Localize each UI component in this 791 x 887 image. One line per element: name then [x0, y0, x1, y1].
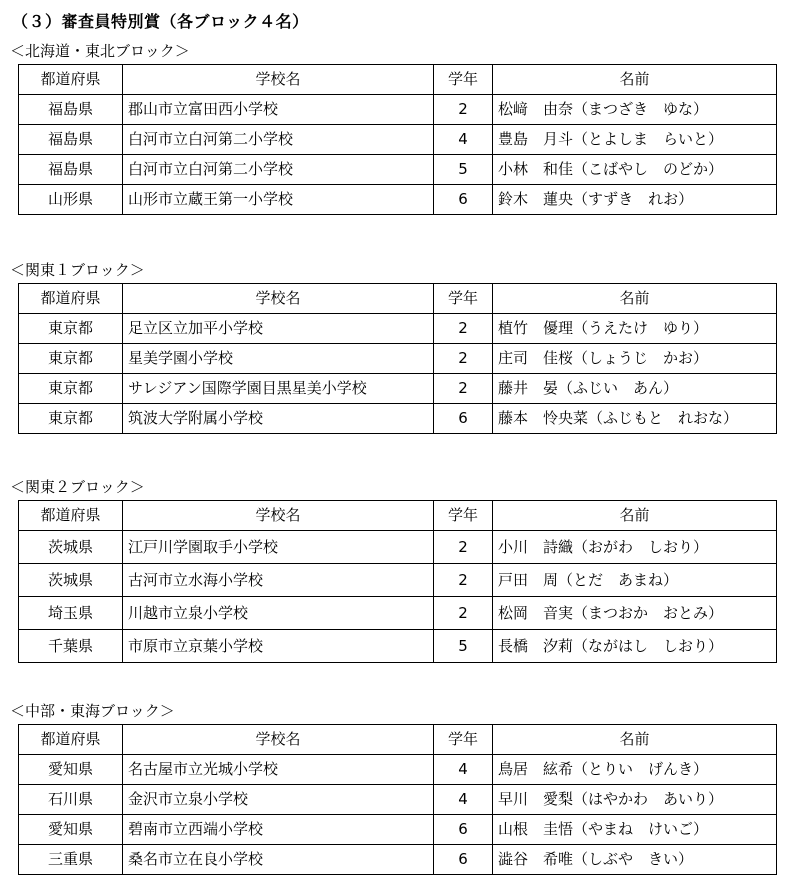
cell-prefecture: 三重県: [19, 845, 123, 875]
cell-school: 白河市立白河第二小学校: [123, 155, 434, 185]
table-row: [19, 125, 777, 155]
cell-prefecture: 愛知県: [19, 815, 123, 845]
cell-school: サレジアン国際学園目黒星美小学校: [123, 374, 434, 404]
cell-name: 長橋 汐莉（ながはし しおり）: [493, 630, 777, 663]
cell-prefecture: 千葉県: [19, 630, 123, 663]
cell-grade: 2: [434, 314, 493, 344]
cell-prefecture: 埼玉県: [19, 597, 123, 630]
table-row: [19, 374, 777, 404]
table-row: [19, 597, 777, 630]
cell-grade: 6: [434, 815, 493, 845]
awards-table-hokkaido-tohoku: [18, 64, 777, 215]
cell-school: 郡山市立富田西小学校: [123, 95, 434, 125]
awards-table-kanto-1: [18, 283, 777, 434]
cell-prefecture: 東京都: [19, 314, 123, 344]
cell-grade: 2: [434, 344, 493, 374]
cell-prefecture: 茨城県: [19, 564, 123, 597]
cell-prefecture: 福島県: [19, 95, 123, 125]
table-header-row: [19, 725, 777, 755]
cell-grade: 4: [434, 785, 493, 815]
cell-school: 山形市立蔵王第一小学校: [123, 185, 434, 215]
cell-school: 古河市立水海小学校: [123, 564, 434, 597]
cell-school: 金沢市立泉小学校: [123, 785, 434, 815]
table-row: [19, 95, 777, 125]
cell-name: 小林 和佳（こばやし のどか）: [493, 155, 777, 185]
block-label-kanto-1: ＜関東１ブロック＞: [10, 261, 145, 279]
cell-name: 鈴木 蓮央（すずき れお）: [493, 185, 777, 215]
block-label-hokkaido-tohoku: ＜北海道・東北ブロック＞: [10, 42, 190, 60]
cell-school: 星美学園小学校: [123, 344, 434, 374]
table-row: [19, 630, 777, 663]
table-header-row: [19, 501, 777, 531]
cell-grade: 2: [434, 374, 493, 404]
cell-grade: 5: [434, 630, 493, 663]
cell-school: 市原市立京葉小学校: [123, 630, 434, 663]
table-row: [19, 815, 777, 845]
cell-name: 小川 詩織（おがわ しおり）: [493, 531, 777, 564]
cell-prefecture: 石川県: [19, 785, 123, 815]
cell-name: 山根 圭悟（やまね けいご）: [493, 815, 777, 845]
cell-grade: 2: [434, 564, 493, 597]
cell-grade: 4: [434, 125, 493, 155]
cell-name: 庄司 佳桜（しょうじ かお）: [493, 344, 777, 374]
header-prefecture: 都道府県: [19, 725, 123, 755]
cell-school: 白河市立白河第二小学校: [123, 125, 434, 155]
table-row: [19, 564, 777, 597]
cell-name: 澁谷 希唯（しぶや きい）: [493, 845, 777, 875]
header-grade: 学年: [434, 284, 493, 314]
header-grade: 学年: [434, 725, 493, 755]
cell-prefecture: 東京都: [19, 344, 123, 374]
header-name: 名前: [493, 501, 777, 531]
cell-school: 桑名市立在良小学校: [123, 845, 434, 875]
cell-name: 植竹 優理（うえたけ ゆり）: [493, 314, 777, 344]
cell-grade: 6: [434, 845, 493, 875]
cell-prefecture: 茨城県: [19, 531, 123, 564]
cell-name: 早川 愛梨（はやかわ あいり）: [493, 785, 777, 815]
cell-school: 筑波大学附属小学校: [123, 404, 434, 434]
table-header-row: [19, 65, 777, 95]
cell-school: 碧南市立西端小学校: [123, 815, 434, 845]
awards-table-chubu-tokai: [18, 724, 777, 875]
cell-grade: 6: [434, 404, 493, 434]
header-name: 名前: [493, 65, 777, 95]
table-row: [19, 531, 777, 564]
cell-grade: 2: [434, 597, 493, 630]
header-school: 学校名: [123, 65, 434, 95]
page-title: （３）審査員特別賞（各ブロック４名）: [12, 12, 309, 31]
cell-school: 川越市立泉小学校: [123, 597, 434, 630]
header-grade: 学年: [434, 501, 493, 531]
cell-grade: 5: [434, 155, 493, 185]
cell-prefecture: 愛知県: [19, 755, 123, 785]
cell-name: 豊島 月斗（とよしま らいと）: [493, 125, 777, 155]
cell-name: 戸田 周（とだ あまね）: [493, 564, 777, 597]
cell-prefecture: 山形県: [19, 185, 123, 215]
block-label-chubu-tokai: ＜中部・東海ブロック＞: [10, 702, 175, 720]
header-prefecture: 都道府県: [19, 65, 123, 95]
table-row: [19, 344, 777, 374]
header-school: 学校名: [123, 725, 434, 755]
cell-school: 江戸川学園取手小学校: [123, 531, 434, 564]
cell-grade: 4: [434, 755, 493, 785]
table-row: [19, 404, 777, 434]
header-prefecture: 都道府県: [19, 501, 123, 531]
cell-name: 藤本 怜央菜（ふじもと れおな）: [493, 404, 777, 434]
cell-grade: 6: [434, 185, 493, 215]
header-school: 学校名: [123, 501, 434, 531]
cell-school: 名古屋市立光城小学校: [123, 755, 434, 785]
table-row: [19, 314, 777, 344]
header-school: 学校名: [123, 284, 434, 314]
cell-prefecture: 東京都: [19, 404, 123, 434]
cell-name: 藤井 晏（ふじい あん）: [493, 374, 777, 404]
table-row: [19, 755, 777, 785]
header-name: 名前: [493, 284, 777, 314]
block-label-kanto-2: ＜関東２ブロック＞: [10, 478, 145, 496]
cell-prefecture: 東京都: [19, 374, 123, 404]
cell-name: 鳥居 絃希（とりい げんき）: [493, 755, 777, 785]
cell-prefecture: 福島県: [19, 155, 123, 185]
table-row: [19, 185, 777, 215]
table-header-row: [19, 284, 777, 314]
cell-grade: 2: [434, 531, 493, 564]
table-row: [19, 785, 777, 815]
header-grade: 学年: [434, 65, 493, 95]
table-row: [19, 845, 777, 875]
cell-name: 松岡 音実（まつおか おとみ）: [493, 597, 777, 630]
header-prefecture: 都道府県: [19, 284, 123, 314]
cell-name: 松﨑 由奈（まつざき ゆな）: [493, 95, 777, 125]
awards-table-kanto-2: [18, 500, 777, 663]
table-row: [19, 155, 777, 185]
cell-prefecture: 福島県: [19, 125, 123, 155]
cell-school: 足立区立加平小学校: [123, 314, 434, 344]
cell-grade: 2: [434, 95, 493, 125]
header-name: 名前: [493, 725, 777, 755]
